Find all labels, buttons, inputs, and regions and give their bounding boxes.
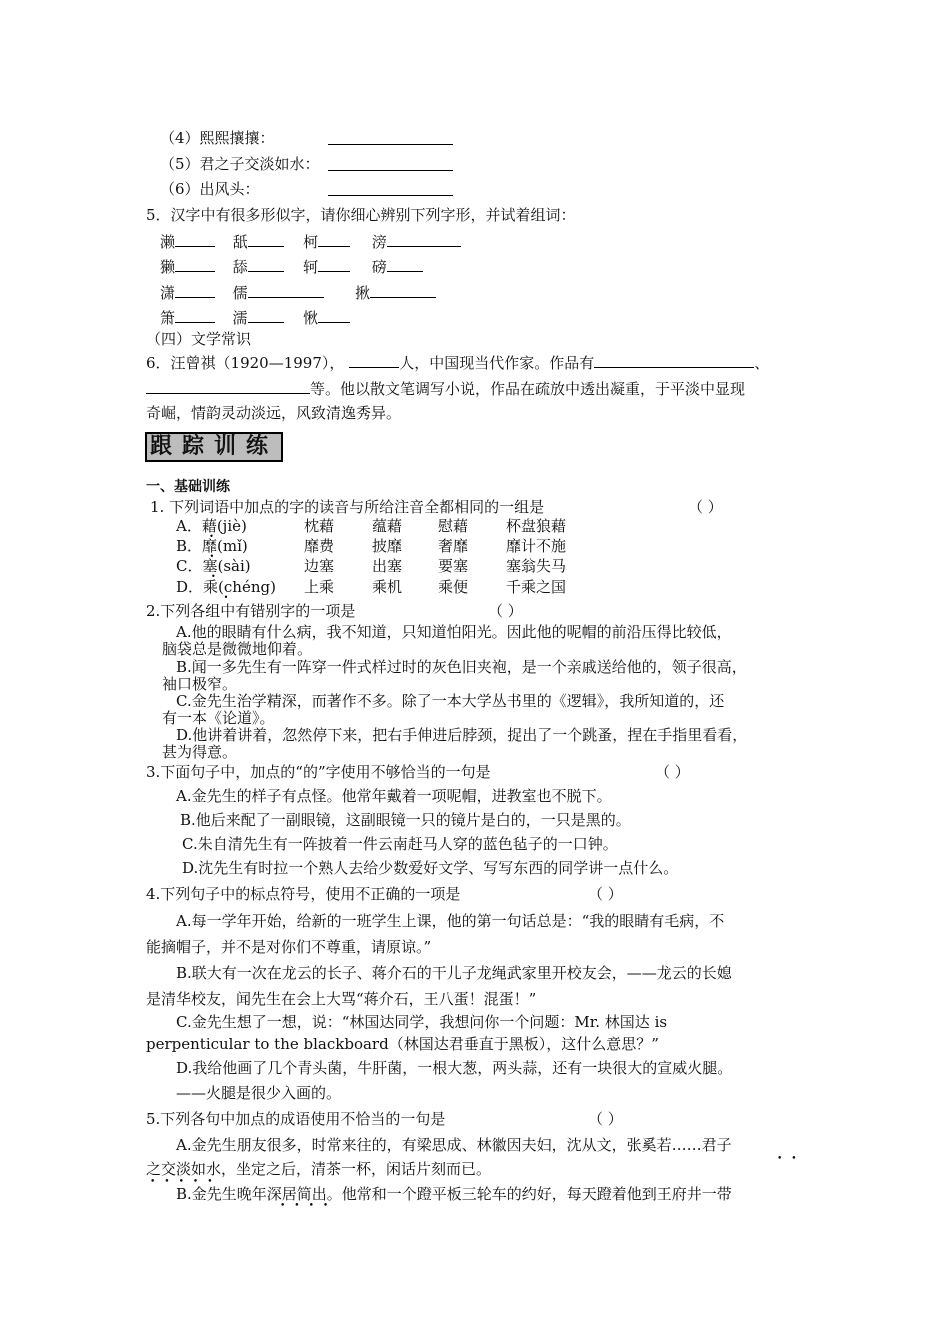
q1-d-label: D．乘(chéng) • xyxy=(176,578,276,596)
q1-d-word-2: 乘机 xyxy=(372,578,403,596)
emphasis-dots-a: •• xyxy=(777,1154,806,1164)
char-row-3 xyxy=(160,282,436,303)
char: 獭 xyxy=(160,258,176,276)
q6-blank-work-1[interactable] xyxy=(594,352,754,368)
q1-b-word-3: 奢靡 xyxy=(438,537,469,555)
char: 磅 xyxy=(371,258,387,276)
section-heading: 跟踪训练 xyxy=(145,432,283,462)
q2-option-c-2: 有一本《论道》。 xyxy=(162,709,275,727)
q2-option-d-1: D.他讲着讲着，忽然停下来，把右手伸进后脖颈，捉出了一个跳蚤，捏在手指里看看， xyxy=(176,726,748,744)
answer-blank-6[interactable] xyxy=(328,180,453,196)
question-3-paren: （ ） xyxy=(655,763,690,781)
char-blank[interactable] xyxy=(175,307,215,323)
q3-option-d: D.沈先生有时拉一个熟人去给少数爱好文学、写写东西的同学讲一点什么。 xyxy=(182,859,679,877)
item-6-label: （6）出风头： xyxy=(160,180,260,198)
question-6-line-2 xyxy=(146,378,745,399)
item-6 xyxy=(160,179,260,199)
emphasis-dots-a2: ••••• xyxy=(150,1177,222,1187)
q1-b-label: B．靡(mǐ) • xyxy=(176,537,248,555)
q1-c-word-2: 出塞 xyxy=(372,557,403,575)
q5b-option-b-1: B.金先生晚年深居简出。他常和一个蹬平板三轮车的约好，每天蹬着他到王府井一带 xyxy=(176,1185,732,1203)
char-blank[interactable] xyxy=(248,282,324,298)
q4-option-d-1: D.我给他画了几个青头菌，牛肝菌，一根大葱，两头蒜，还有一块很大的宣威火腿。 xyxy=(176,1059,733,1077)
char-blank[interactable] xyxy=(318,307,350,323)
q1-c-label: C．塞(sài) • xyxy=(176,557,251,575)
q6-text-c: 、 xyxy=(754,354,770,372)
char: 濡 xyxy=(232,309,248,327)
question-6-line-3: 奇崛，情韵灵动淡远，风致清逸秀异。 xyxy=(146,404,402,422)
char: 滂 xyxy=(371,233,387,251)
q2-option-d-2: 甚为得意。 xyxy=(162,743,238,761)
item-5-label: （5）君之子交淡如水： xyxy=(160,155,320,173)
char: 舔 xyxy=(232,258,248,276)
q2-option-a-1: A.他的眼睛有什么病，我不知道，只知道怕阳光。因此他的呢帽的前沿压得比较低， xyxy=(176,623,732,641)
char: 潇 xyxy=(160,284,176,302)
q3-option-c: C.朱自清先生有一阵披着一件云南赶马人穿的蓝色毡子的一口钟。 xyxy=(182,835,618,853)
q4-option-c-2: perpenticular to the blackboard（林国达君垂直于黑板），这什么意思？” xyxy=(146,1035,659,1053)
q2-option-a-2: 脑袋总是微微地仰着。 xyxy=(162,640,313,658)
section-1-title: 一、基础训练 xyxy=(146,479,230,495)
question-2-stem: 2.下列各组中有错别字的一项是 xyxy=(146,602,356,620)
q1-d-word-4: 千乘之国 xyxy=(506,578,567,596)
question-1-paren: （ ） xyxy=(688,498,723,516)
q4-option-a-2: 能摘帽子，并不是对你们不尊重，请原谅。” xyxy=(146,938,432,956)
char-row-1 xyxy=(160,231,461,252)
q2-option-c-1: C.金先生治学精深，而著作不多。除了一本大学丛书里的《逻辑》，我所知道的，还 xyxy=(176,692,725,710)
char: 揪 xyxy=(355,284,371,302)
q6-blank-work-2[interactable] xyxy=(146,378,310,394)
question-4-stem: 4.下列句子中的标点符号，使用不正确的一项是 xyxy=(146,885,461,903)
q2-option-b-1: B.闻一多先生有一阵穿一件式样过时的灰色旧夹袍，是一个亲戚送给他的，领子很高， xyxy=(176,658,747,676)
q6-text-d: 等。他以散文笔调写小说，作品在疏放中透出凝重，于平淡中显现 xyxy=(310,380,746,398)
q3-option-b: B.他后来配了一副眼镜，这副眼镜一只的镜片是白的，一只是黑的。 xyxy=(180,811,631,829)
char-blank[interactable] xyxy=(248,307,284,323)
question-5-stem: 5．汉字中有很多形似字，请你细心辨别下列字形，并试着组词： xyxy=(146,206,576,224)
q1-option-c xyxy=(176,556,776,576)
question-5b-paren: （ ） xyxy=(588,1110,623,1128)
q6-text-b: 人，中国现当代作家。作品有 xyxy=(399,354,595,372)
char-blank[interactable] xyxy=(248,231,284,247)
q4-option-a-1: A.每一学年开始，给新的一班学生上课，他的第一句话总是：“我的眼睛有毛病，不 xyxy=(176,912,725,930)
char-blank[interactable] xyxy=(175,231,215,247)
question-4-paren: （ ） xyxy=(588,885,623,903)
q1-b-word-1: 靡费 xyxy=(304,537,335,555)
section-4-title: （四）文学常识 xyxy=(146,330,252,348)
q1-d-word-1: 上乘 xyxy=(304,578,335,596)
q2-option-b-2: 袖口极窄。 xyxy=(162,675,238,693)
q5b-option-a-2: 之交淡如水，坐定之后，清茶一杯，闲话片刻而已。 xyxy=(146,1160,492,1178)
q1-a-word-4: 杯盘狼藉 xyxy=(506,517,567,535)
q1-a-word-3: 慰藉 xyxy=(438,517,469,535)
char-blank[interactable] xyxy=(318,231,350,247)
q1-option-b xyxy=(176,536,776,556)
char-blank[interactable] xyxy=(248,256,284,272)
q1-c-word-4: 塞翁失马 xyxy=(506,557,567,575)
q1-option-d xyxy=(176,577,776,597)
item-5 xyxy=(160,154,320,174)
char-blank[interactable] xyxy=(387,231,461,247)
q4-option-d-2: ——火腿是很少入画的。 xyxy=(176,1084,342,1102)
question-6-line-1 xyxy=(146,352,769,373)
char: 轲 xyxy=(303,258,319,276)
char-blank[interactable] xyxy=(175,256,215,272)
q1-option-a xyxy=(176,516,776,536)
answer-blank-5[interactable] xyxy=(328,155,453,171)
q1-a-word-1: 枕藉 xyxy=(304,517,335,535)
q4-option-b-1: B.联大有一次在龙云的长子、蒋介石的干儿子龙绳武家里开校友会，——龙云的长媳 xyxy=(176,964,732,982)
emphasis-dots-b: •••• xyxy=(280,1201,338,1211)
char: 舐 xyxy=(232,233,248,251)
char: 箫 xyxy=(160,309,176,327)
q6-text-a: 6．汪曾祺（1920—1997）， xyxy=(146,354,345,372)
question-2-paren: （ ） xyxy=(488,602,523,620)
char-blank[interactable] xyxy=(318,256,350,272)
q1-a-word-2: 蕴藉 xyxy=(372,517,403,535)
char-row-4 xyxy=(160,307,350,328)
char-blank[interactable] xyxy=(387,256,423,272)
char-blank[interactable] xyxy=(175,282,215,298)
q1-d-word-3: 乘便 xyxy=(438,578,469,596)
char: 濑 xyxy=(160,233,176,251)
char: 柯 xyxy=(303,233,319,251)
q6-blank-hometown[interactable] xyxy=(349,352,399,368)
q4-option-c-1: C.金先生想了一想，说：“林国达同学，我想问你一个问题：Mr. 林国达 is xyxy=(176,1013,668,1031)
char-row-2 xyxy=(160,256,423,277)
q1-b-word-2: 披靡 xyxy=(372,537,403,555)
q3-option-a: A.金先生的样子有点怪。他常年戴着一项呢帽，进教室也不脱下。 xyxy=(176,787,612,805)
item-4 xyxy=(160,128,275,148)
answer-blank-4[interactable] xyxy=(328,129,453,145)
q5b-option-a-1: A.金先生朋友很多，时常来往的，有梁思成、林徽因夫妇，沈从文，张奚若……君子 xyxy=(176,1136,732,1154)
q1-c-word-3: 要塞 xyxy=(438,557,469,575)
item-4-label: （4）熙熙攘攘： xyxy=(160,129,275,147)
question-5b-stem: 5.下列各句中加点的成语使用不恰当的一句是 xyxy=(146,1110,446,1128)
char: 儒 xyxy=(232,284,248,302)
question-1-stem: 1. 下列词语中加点的字的读音与所给注音全都相同的一组是 xyxy=(150,498,545,516)
q1-a-label: A．藉(jiè) • xyxy=(176,517,247,535)
q1-c-word-1: 边塞 xyxy=(304,557,335,575)
q1-b-word-4: 靡计不施 xyxy=(506,537,567,555)
question-3-stem: 3.下面句子中，加点的“的”字使用不够恰当的一句是 xyxy=(146,763,491,781)
char: 愀 xyxy=(303,309,319,327)
char-blank[interactable] xyxy=(370,282,436,298)
q4-option-b-2: 是清华校友，闻先生在会上大骂“蒋介石，王八蛋！混蛋！” xyxy=(146,990,537,1008)
